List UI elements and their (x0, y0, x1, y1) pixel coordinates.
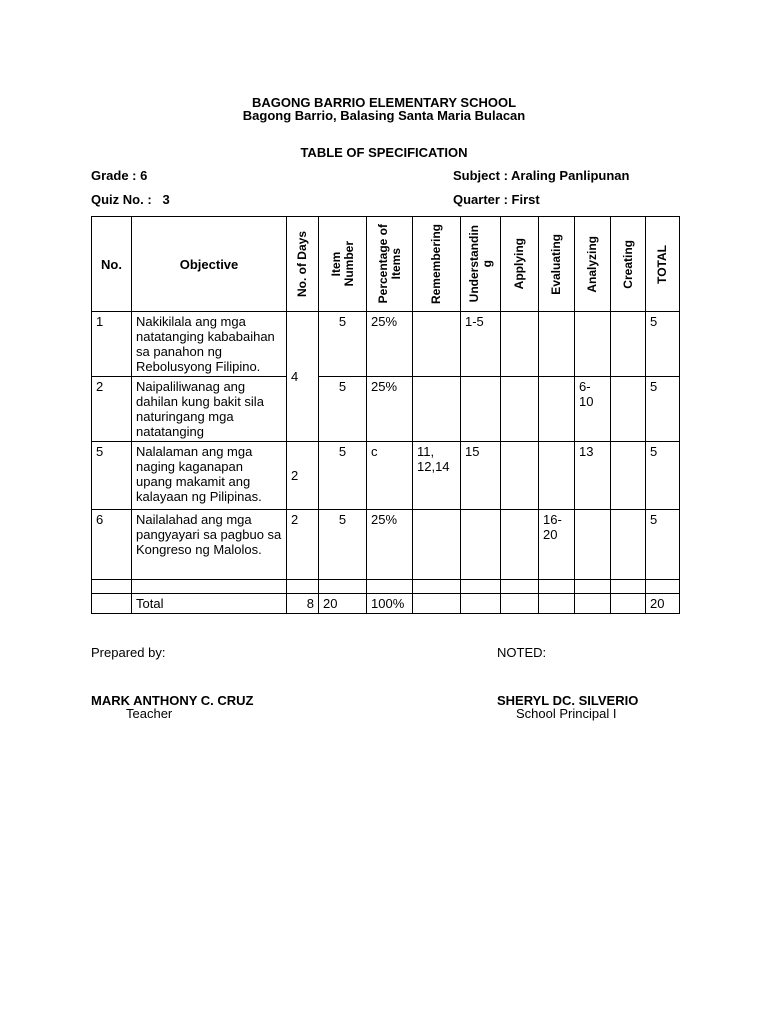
total-days: 8 (287, 594, 319, 614)
cell-items: 5 (319, 442, 367, 510)
header-days: No. of Days (295, 230, 309, 297)
table-row (92, 377, 680, 442)
cell-items: 5 (319, 377, 367, 442)
cell-understanding: 15 (461, 442, 501, 510)
header-remembering: Remembering (429, 223, 443, 305)
cell-no: 1 (92, 312, 132, 377)
cell-percent: 25% (367, 312, 413, 377)
cell-items: 5 (319, 312, 367, 377)
total-label: Total (132, 594, 287, 614)
cell-creating (611, 312, 646, 377)
cell-evaluating (539, 377, 575, 442)
cell-objective: Nalalaman ang mga naging kaganapan upang makamit ang kalayaan ng Pilipinas. (132, 442, 287, 510)
quarter-label: Quarter : First (453, 192, 540, 207)
cell-understanding (461, 510, 501, 580)
cell-evaluating (539, 442, 575, 510)
cell-understanding: 1-5 (461, 312, 501, 377)
cell-no: 2 (92, 377, 132, 442)
header-applying: Applying (512, 238, 526, 290)
prepared-by-label: Prepared by: (91, 645, 166, 660)
cell-objective: Nailalahad ang mga pangyayari sa pagbuo sa Kongreso ng Malolos. (132, 510, 287, 580)
cell-total: 5 (646, 377, 680, 442)
header-understanding: Understandin g (466, 225, 494, 303)
table-header-row (92, 217, 680, 312)
cell-days: 2 (287, 442, 319, 510)
total-items: 20 (319, 594, 367, 614)
table-row-empty (92, 580, 680, 594)
cell-total: 5 (646, 442, 680, 510)
cell-no: 6 (92, 510, 132, 580)
cell-applying (501, 312, 539, 377)
cell-creating (611, 377, 646, 442)
principal-title: School Principal I (516, 706, 617, 721)
cell-total: 5 (646, 510, 680, 580)
cell-percent: 25% (367, 377, 413, 442)
cell-items: 5 (319, 510, 367, 580)
school-name: BAGONG BARRIO ELEMENTARY SCHOOL (251, 95, 517, 110)
header-creating: Creating (620, 239, 635, 289)
cell-evaluating (539, 312, 575, 377)
grade-label: Grade : 6 (91, 168, 148, 183)
subject-label: Subject : Araling Panlipunan (453, 168, 630, 183)
cell-applying (501, 442, 539, 510)
total-percent: 100% (367, 594, 413, 614)
principal-name: SHERYL DC. SILVERIO (497, 693, 639, 708)
header-no: No. (92, 217, 132, 312)
cell-analyzing (575, 510, 611, 580)
header-evaluating: Evaluating (549, 233, 563, 295)
header-percentage: Percentage of Items (375, 224, 403, 304)
specification-table (91, 216, 680, 614)
cell-creating (611, 442, 646, 510)
cell-remembering (413, 510, 461, 580)
header-total: TOTAL (655, 244, 669, 284)
cell-applying (501, 377, 539, 442)
cell-evaluating: 16- 20 (539, 510, 575, 580)
table-row (92, 442, 680, 510)
cell-no: 5 (92, 442, 132, 510)
cell-percent: 25% (367, 510, 413, 580)
header-analyzing: Analyzing (585, 235, 599, 293)
cell-applying (501, 510, 539, 580)
cell-total: 5 (646, 312, 680, 377)
school-address: Bagong Barrio, Balasing Santa Maria Bulacan (242, 108, 526, 123)
teacher-name: MARK ANTHONY C. CRUZ (91, 693, 254, 708)
table-row (92, 510, 680, 580)
total-total: 20 (646, 594, 680, 614)
cell-analyzing (575, 312, 611, 377)
cell-objective: Nakikilala ang mga natatanging kababaihan sa panahon ng Rebolusyong Filipino. (132, 312, 287, 377)
cell-remembering: 11, 12,14 (413, 442, 461, 510)
cell-remembering (413, 377, 461, 442)
cell-analyzing: 13 (575, 442, 611, 510)
cell-objective: Naipaliliwanag ang dahilan kung bakit sila naturingang mga natatanging (132, 377, 287, 442)
header-objective: Objective (132, 217, 287, 312)
cell-days: 2 (287, 510, 319, 580)
noted-label: NOTED: (497, 645, 547, 660)
cell-creating (611, 510, 646, 580)
teacher-title: Teacher (126, 706, 173, 721)
table-total-row (92, 594, 680, 614)
document-title: TABLE OF SPECIFICATION (300, 145, 468, 160)
quiz-label: Quiz No. : 3 (91, 192, 170, 207)
cell-analyzing: 6- 10 (575, 377, 611, 442)
header-item-number: Item Number (328, 241, 356, 287)
cell-understanding (461, 377, 501, 442)
table-row (92, 312, 680, 377)
cell-percent: c (367, 442, 413, 510)
cell-remembering (413, 312, 461, 377)
cell-days-merged: 4 (287, 312, 319, 442)
